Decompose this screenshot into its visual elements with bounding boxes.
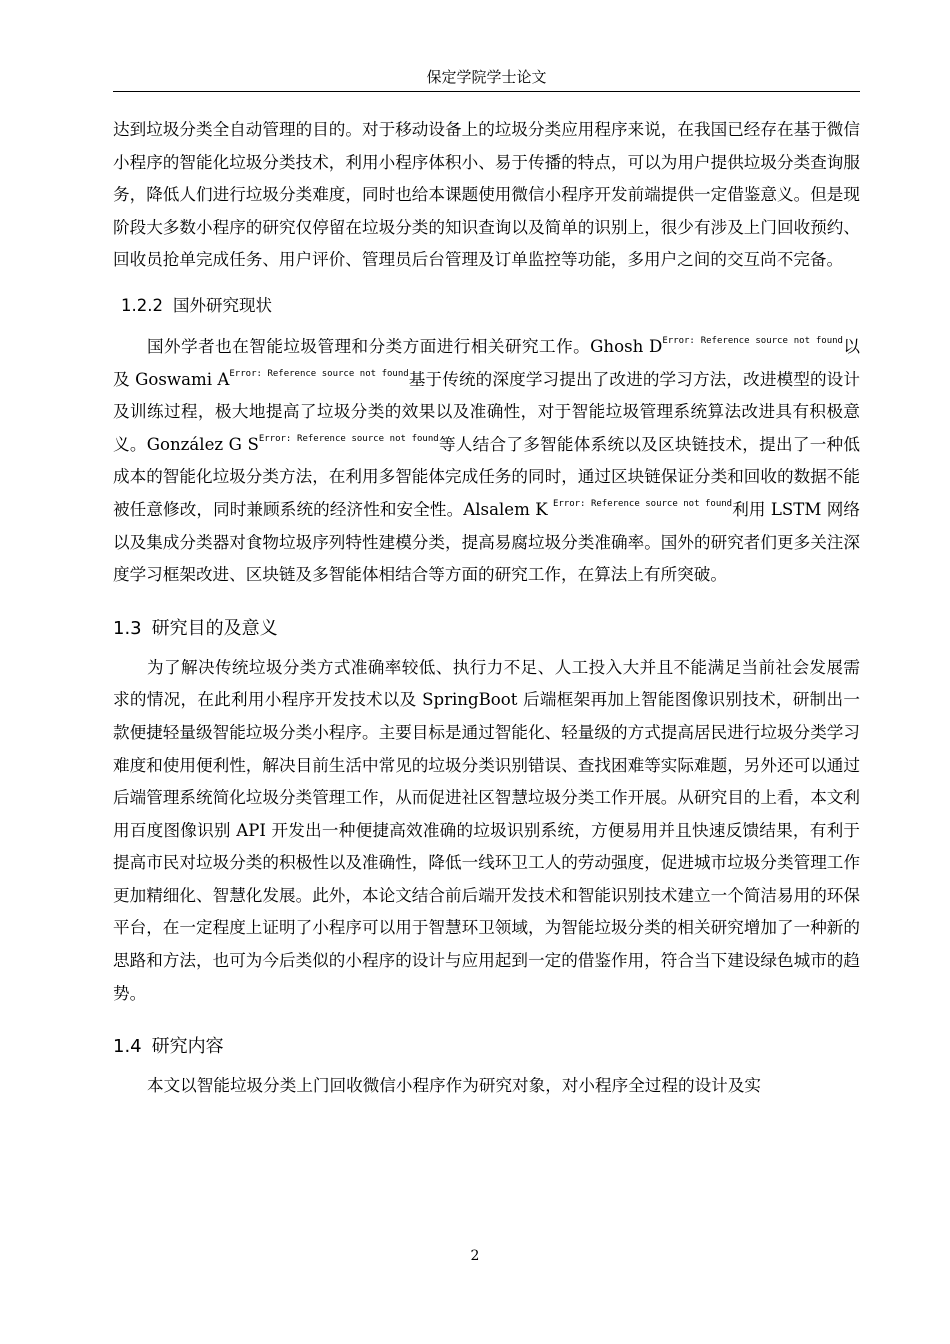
paragraph-2 bbox=[113, 331, 860, 592]
heading-1-3 bbox=[113, 614, 860, 644]
header-rule bbox=[113, 91, 860, 92]
paragraph-segment: 等人结合了多智能体系统以及区块链技术，提出了一种低成本的智能化垃圾分类方法，在利用多智能体完成任务的同时，通过区块链保证分类和回收的数据不能被任意修改，同时兼顾系统的经济性和安全性。Alsalem K bbox=[113, 434, 860, 519]
document-body bbox=[113, 114, 860, 1103]
paragraph-1: 达到垃圾分类全自动管理的目的。对于移动设备上的垃圾分类应用程序来说，在我国已经存在基于微信小程序的智能化垃圾分类技术，利用小程序体积小、易于传播的特点，可以为用户提供垃圾分类查询服务，降低人们进行垃圾分类难度，同时也给本课题使用微信小程序开发前端提供一定借鉴意义。但是现阶段大多数小程序的研究仅停留在垃圾分类的知识查询以及简单的识别上，很少有涉及上门回收预约、回收员抢单完成任务、用户评价、管理员后台管理及订单监控等功能，多用户之间的交互尚不完备。 bbox=[113, 120, 860, 270]
paragraph-segment: 基于传统的深度学习提出了改进的学习方法，改进模型的设计及训练过程，极大地提高了垃圾分类的效果以及准确性，对于智能垃圾管理系统算法改进具有积极意义。González G S bbox=[113, 369, 860, 454]
heading-title: 研究目的及意义 bbox=[151, 617, 278, 639]
heading-title: 研究内容 bbox=[151, 1036, 224, 1058]
page-number: 2 bbox=[470, 1248, 480, 1264]
heading-number: 1.2.2 bbox=[121, 295, 163, 315]
paragraph-3: 为了解决传统垃圾分类方式准确率较低、执行力不足、人工投入大并且不能满足当前社会发展需求的情况，在此利用小程序开发技术以及 SpringBoot 后端框架再加上智能图像识别技术，研制出一款便捷轻量级智能垃圾分类小程序。主要目标是通过智能化、轻量级的方式提高居民进行垃圾分类学习难度和使用便利性，解决目前生活中常见的垃圾分类识别错误、查找困难等实际难题，另外还可以通过后端管理系统简化垃圾分类管理工作，从而促进社区智慧垃圾分类工作开展。从研究目的上看，本文利用百度图像识别 API 开发出一种便捷高效准确的垃圾识别系统，方便易用并且快速反馈结果，有利于提高市民对垃圾分类的积极性以及准确性，降低一线环卫工人的劳动强度，促进城市垃圾分类管理工作更加精细化、智慧化发展。此外，本论文结合前后端开发技术和智能识别技术建立一个简洁易用的环保平台，在一定程度上证明了小程序可以用于智慧环卫领域，为智能垃圾分类的相关研究增加了一种新的思路和方法，也可为今后类似的小程序的设计与应用起到一定的借鉴作用，符合当下建设绿色城市的趋势。 bbox=[113, 657, 860, 1003]
heading-title: 国外研究现状 bbox=[172, 295, 272, 315]
citation-error-ref: Error: Reference source not found bbox=[552, 498, 733, 509]
heading-1-4 bbox=[113, 1032, 860, 1062]
citation-error-ref: Error: Reference source not found bbox=[662, 335, 843, 346]
paragraph-segment: 利用 LSTM 网络以及集成分类器对食物垃圾序列特性建模分类，提高易腐垃圾分类准确率。国外的研究者们更多关注深度学习框架改进、区块链及多智能体相结合等方面的研究工作，在算法上有所突破。 bbox=[113, 499, 860, 585]
paragraph-segment: 以及 Goswami A bbox=[113, 336, 861, 389]
heading-number: 1.4 bbox=[113, 1036, 142, 1058]
heading-1-2-2 bbox=[113, 291, 860, 321]
citation-error-ref: Error: Reference source not found bbox=[258, 433, 439, 444]
heading-number: 1.3 bbox=[113, 617, 142, 639]
paragraph-segment: 国外学者也在智能垃圾管理和分类方面进行相关研究工作。Ghosh D bbox=[147, 336, 663, 356]
citation-error-ref: Error: Reference source not found bbox=[229, 368, 409, 379]
running-header: 保定学院学士论文 bbox=[426, 68, 547, 86]
paragraph-4: 本文以智能垃圾分类上门回收微信小程序作为研究对象，对小程序全过程的设计及实 bbox=[147, 1076, 761, 1096]
